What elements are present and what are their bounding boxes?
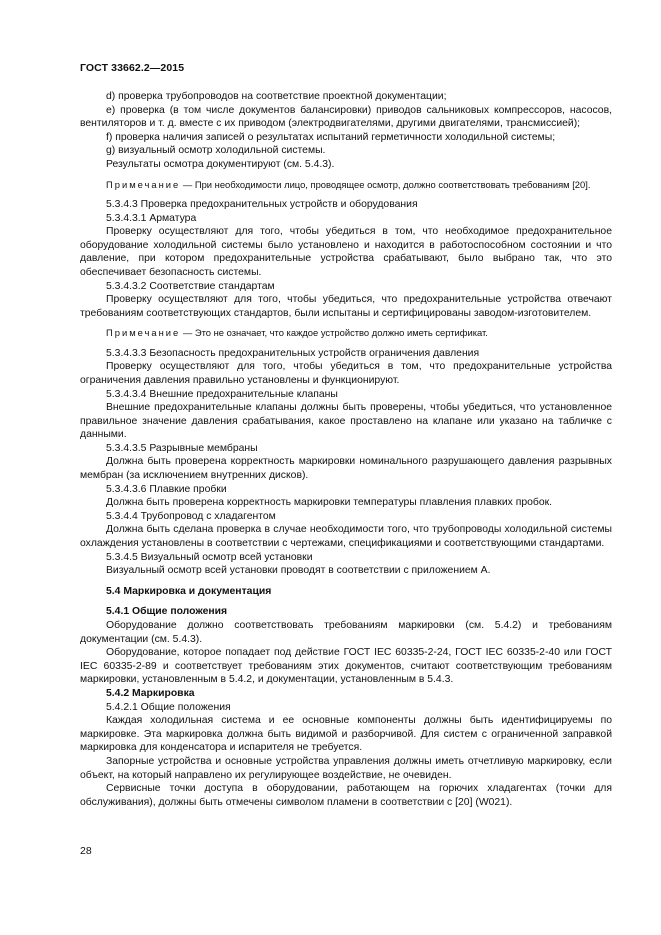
page-content (80, 90, 612, 809)
section-5-4-heading: 5.4 Маркировка и документация (106, 585, 272, 597)
section-5-3-4-3-4-heading: 5.3.4.3.4 Внешние предохранительные клапаны (106, 388, 338, 400)
list-item-d: d) проверка трубопроводов на соответствие проектной документации; (106, 91, 447, 102)
section-5-3-4-3-6-heading: 5.3.4.3.6 Плавкие пробки (106, 483, 227, 495)
note-text: При необходимости лицо, проводящее осмотр, должно соответствовать требованиям [20]. (194, 178, 591, 190)
note-label: Примечание (106, 327, 181, 339)
section-5-3-4-3-1-text: Проверку осуществляют для того, чтобы убедиться в том, что необходимое предохранительное оборудование холодильной системы было установлено и находится в работоспособном состоянии и что давление, при котором предохранительные устройства срабатывают, было выбрано так, что это обеспечивает безопасность системы. (80, 226, 612, 278)
section-5-3-4-3-5-text: Должна быть проверена корректность маркировки номинального разрушающего давления разрывных мембран (за исключением внутренних дисков). (80, 456, 612, 482)
note-label: Примечание (106, 178, 181, 190)
section-5-4-2-heading: 5.4.2 Маркировка (106, 687, 195, 699)
section-5-4-1-text-2: Оборудование, которое попадает под действие ГОСТ IEC 60335-2-24, ГОСТ IEC 60335-2-40 или ГОСТ IEC 60335-2-89 и соответствует требованиям этих документов, считают соответствующим требованиям маркировки, установленным в 5.4.2, и документации, установленным в 5.4.3. (80, 647, 612, 686)
page-number: 28 (80, 845, 92, 857)
section-5-3-4-5-text: Визуальный осмотр всей установки проводят в соответствии с приложением А. (106, 565, 491, 577)
inspection-results-text: Результаты осмотра документируют (см. 5.4.3). (106, 158, 335, 170)
list-item-f: f) проверка наличия записей о результатах испытаний герметичности холодильной системы; (106, 131, 556, 143)
section-5-3-4-3-2-text: Проверку осуществляют для того, чтобы убедиться, что предохранительные устройства отвечают требованиям соответствующих стандартов, были испытаны и сертифицированы заводом-изготовителем. (80, 294, 612, 319)
section-5-3-4-3-5-heading: 5.3.4.3.5 Разрывные мембраны (106, 442, 258, 454)
note-dash: — (180, 327, 195, 339)
note-2 (80, 327, 612, 339)
section-5-4-2-1-text-2: Запорные устройства и основные устройства управления должны иметь отчетливую маркировку, если объект, на который направлено их регулирующее воздействие, не очевиден. (80, 755, 612, 781)
note-1 (80, 179, 612, 191)
section-5-4-1-heading: 5.4.1 Общие положения (106, 606, 228, 618)
section-5-4-2-1-heading: 5.4.2.1 Общие положения (106, 701, 231, 713)
section-5-3-4-3-3-heading: 5.3.4.3.3 Безопасность предохранительных устройств ограничения давления (106, 347, 480, 359)
section-5-4-2-1-text-1: Каждая холодильная система и ее основные компоненты должны быть идентифицируемы по маркировке. Эта маркировка должна быть видимой и разборчивой. Для систем с ограниченной заправкой маркировка для конденсатора и испарителя не требуется. (80, 715, 612, 754)
section-5-3-4-3-4-text: Внешние предохранительные клапаны должны быть проверены, чтобы убедиться, что установленное правильное значение давления срабатывания, какое проставлено на клапане или указано на табличке с данными. (80, 402, 612, 441)
list-item-e: е) проверка (в том числе документов балансировки) приводов сальниковых компрессоров, насосов, вентиляторов и т. д. вместе с их приводом (электродвигателями, другими двигателями, трансмиссией); (80, 104, 612, 130)
section-5-3-4-3-1-heading: 5.3.4.3.1 Арматура (106, 212, 197, 224)
section-5-3-4-3-3-text: Проверку осуществляют для того, чтобы убедиться в том, что предохранительные устройства ограничения давления правильно установлены и функционируют. (80, 361, 612, 386)
section-5-3-4-4-heading: 5.3.4.4 Трубопровод с хладагентом (106, 510, 276, 522)
note-dash: — (180, 178, 195, 190)
section-5-4-2-1-text-3: Сервисные точки доступа в оборудовании, работающем на горючих хладагентах (точки для обслуживания), должны быть отмечены символом пламени в соответствии с [20] (W021). (80, 783, 612, 808)
section-5-3-4-3-2-heading: 5.3.4.3.2 Соответствие стандартам (106, 280, 275, 292)
section-5-4-1-text-1: Оборудование должно соответствовать требованиям маркировки (см. 5.4.2) и требованиям документации (см. 5.4.3). (80, 620, 612, 645)
document-header: ГОСТ 33662.2—2015 (80, 62, 185, 74)
list-item-g: g) визуальный осмотр холодильной системы. (106, 145, 326, 157)
section-5-3-4-3-6-text: Должна быть проверена корректность маркировки температуры плавления плавких пробок. (106, 497, 553, 509)
note-text: Это не означает, что каждое устройство должно иметь сертификат. (194, 327, 488, 339)
section-5-3-4-4-text: Должна быть сделана проверка в случае необходимости того, что трубопроводы холодильной системы охлаждения установлены в соответствии с чертежами, спецификациями и соответствующими стандартами. (80, 524, 612, 550)
section-5-3-4-3-heading: 5.3.4.3 Проверка предохранительных устройств и оборудования (106, 198, 418, 210)
section-5-3-4-5-heading: 5.3.4.5 Визуальный осмотр всей установки (106, 551, 313, 563)
